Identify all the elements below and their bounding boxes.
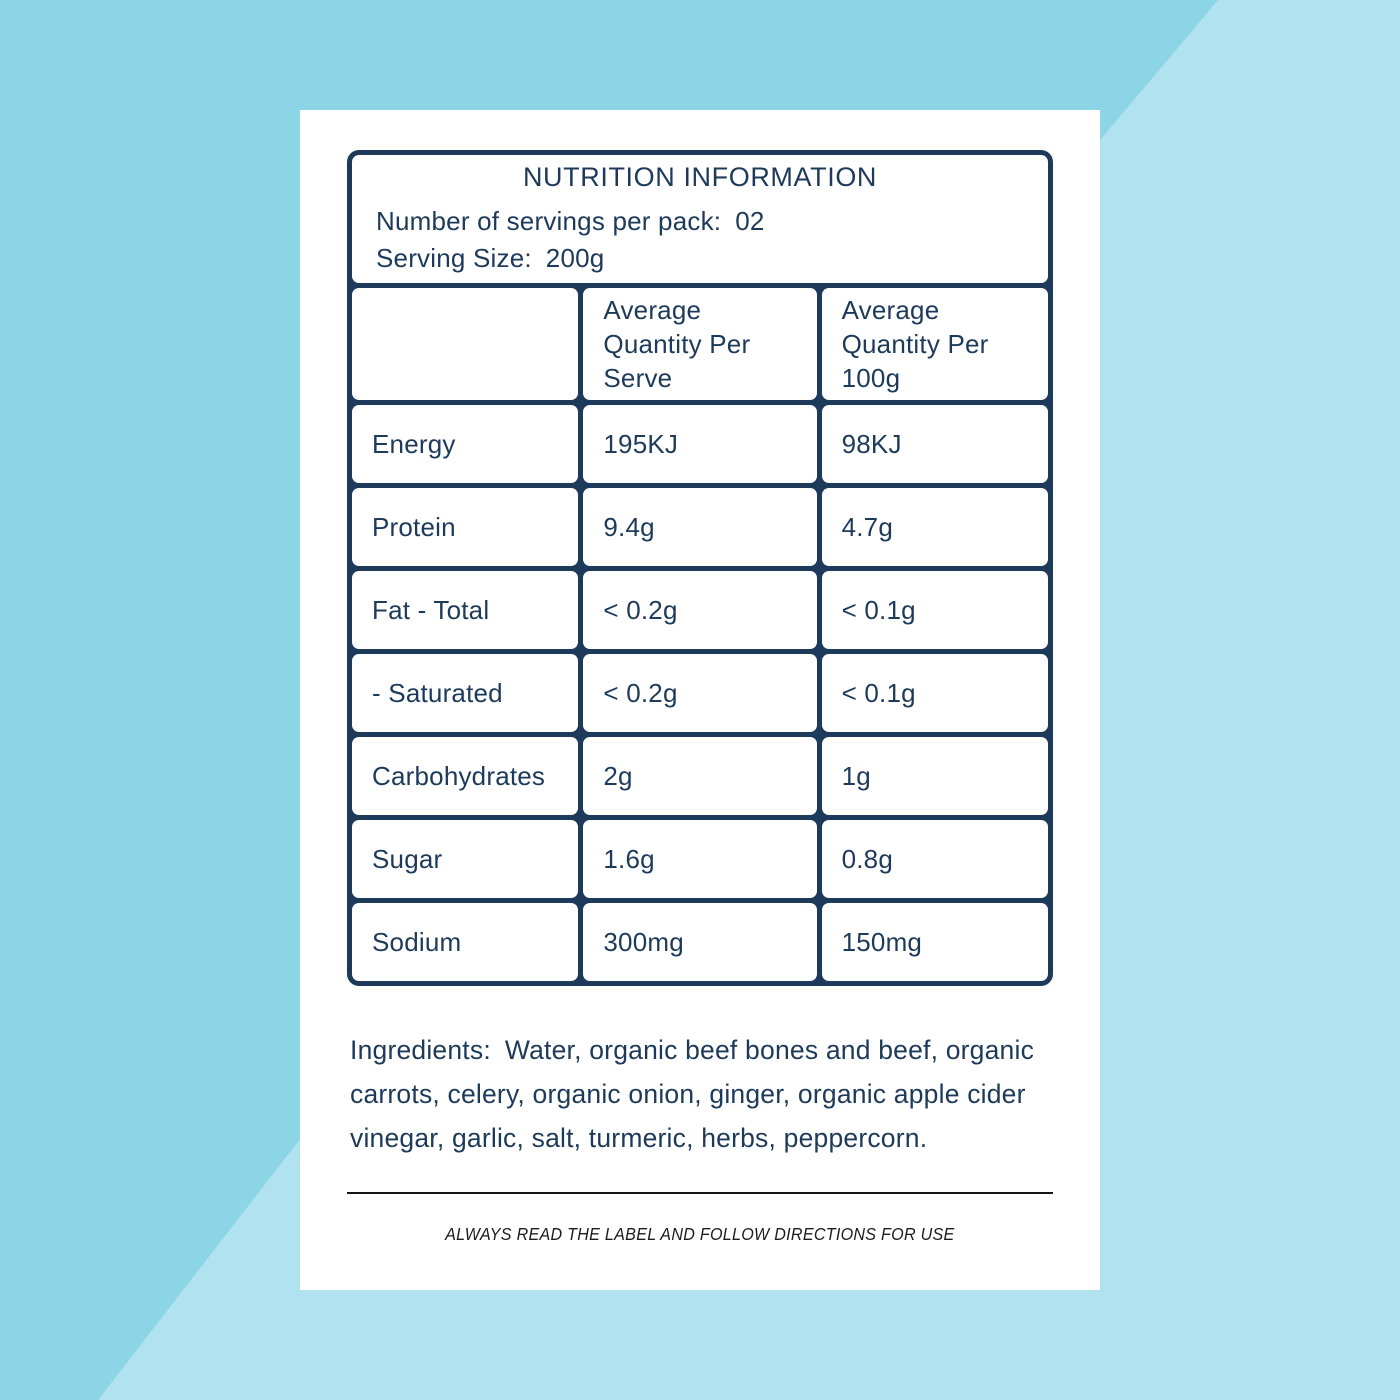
serving-size-line [376,240,1024,277]
row-saturated-per-100g: < 0.1g [822,654,1048,732]
column-header-per-100g [822,288,1048,400]
serving-size-label: Serving Size: [376,242,532,273]
nutrition-table [347,150,1053,986]
footer-disclaimer [300,1224,1100,1245]
row-name-fat-total: Fat - Total [352,571,578,649]
nutrition-label-card [300,110,1100,1290]
ingredients-text: Water, organic beef bones and beef, organic carrots, celery, organic onion, ginger, organic apple cider vinegar, garlic, salt, turmeric, herbs, peppercorn. [350,1035,1035,1153]
row-energy-per-serve: 195KJ [583,405,816,483]
row-sodium-per-100g: 150mg [822,903,1048,981]
row-name-energy: Energy [352,405,578,483]
table-title: NUTRITION INFORMATION [522,161,878,192]
row-protein-per-serve: 9.4g [583,488,816,566]
ingredients-paragraph [350,1028,1050,1160]
footer-disclaimer-text: ALWAYS READ THE LABEL AND FOLLOW DIRECTIONS FOR USE [445,1224,955,1244]
ingredients-label: Ingredients: [350,1035,491,1065]
servings-per-pack-label: Number of servings per pack: [376,205,722,236]
row-name-sodium: Sodium [352,903,578,981]
servings-per-pack-value: 02 [735,205,765,236]
column-header-per-serve-text: Average Quantity Per Serve [603,295,751,393]
row-name-protein: Protein [352,488,578,566]
row-saturated-per-serve: < 0.2g [583,654,816,732]
row-name-carbohydrates: Carbohydrates [352,737,578,815]
column-header-per-100g-text: Average Quantity Per 100g [841,295,989,393]
row-fat-total-per-serve: < 0.2g [583,571,816,649]
serving-size-value: 200g [545,242,605,273]
row-sodium-per-serve: 300mg [583,903,816,981]
column-header-per-serve [583,288,816,400]
servings-per-pack-line [376,203,1024,240]
row-sugar-per-100g: 0.8g [822,820,1048,898]
row-protein-per-100g: 4.7g [822,488,1048,566]
footer-divider-line [347,1192,1053,1194]
row-fat-total-per-100g: < 0.1g [822,571,1048,649]
row-energy-per-100g: 98KJ [822,405,1048,483]
column-header-empty [352,288,578,400]
row-carbohydrates-per-100g: 1g [822,737,1048,815]
row-carbohydrates-per-serve: 2g [583,737,816,815]
row-name-saturated: - Saturated [352,654,578,732]
row-sugar-per-serve: 1.6g [583,820,816,898]
table-header-cell [352,155,1048,283]
row-name-sugar: Sugar [352,820,578,898]
